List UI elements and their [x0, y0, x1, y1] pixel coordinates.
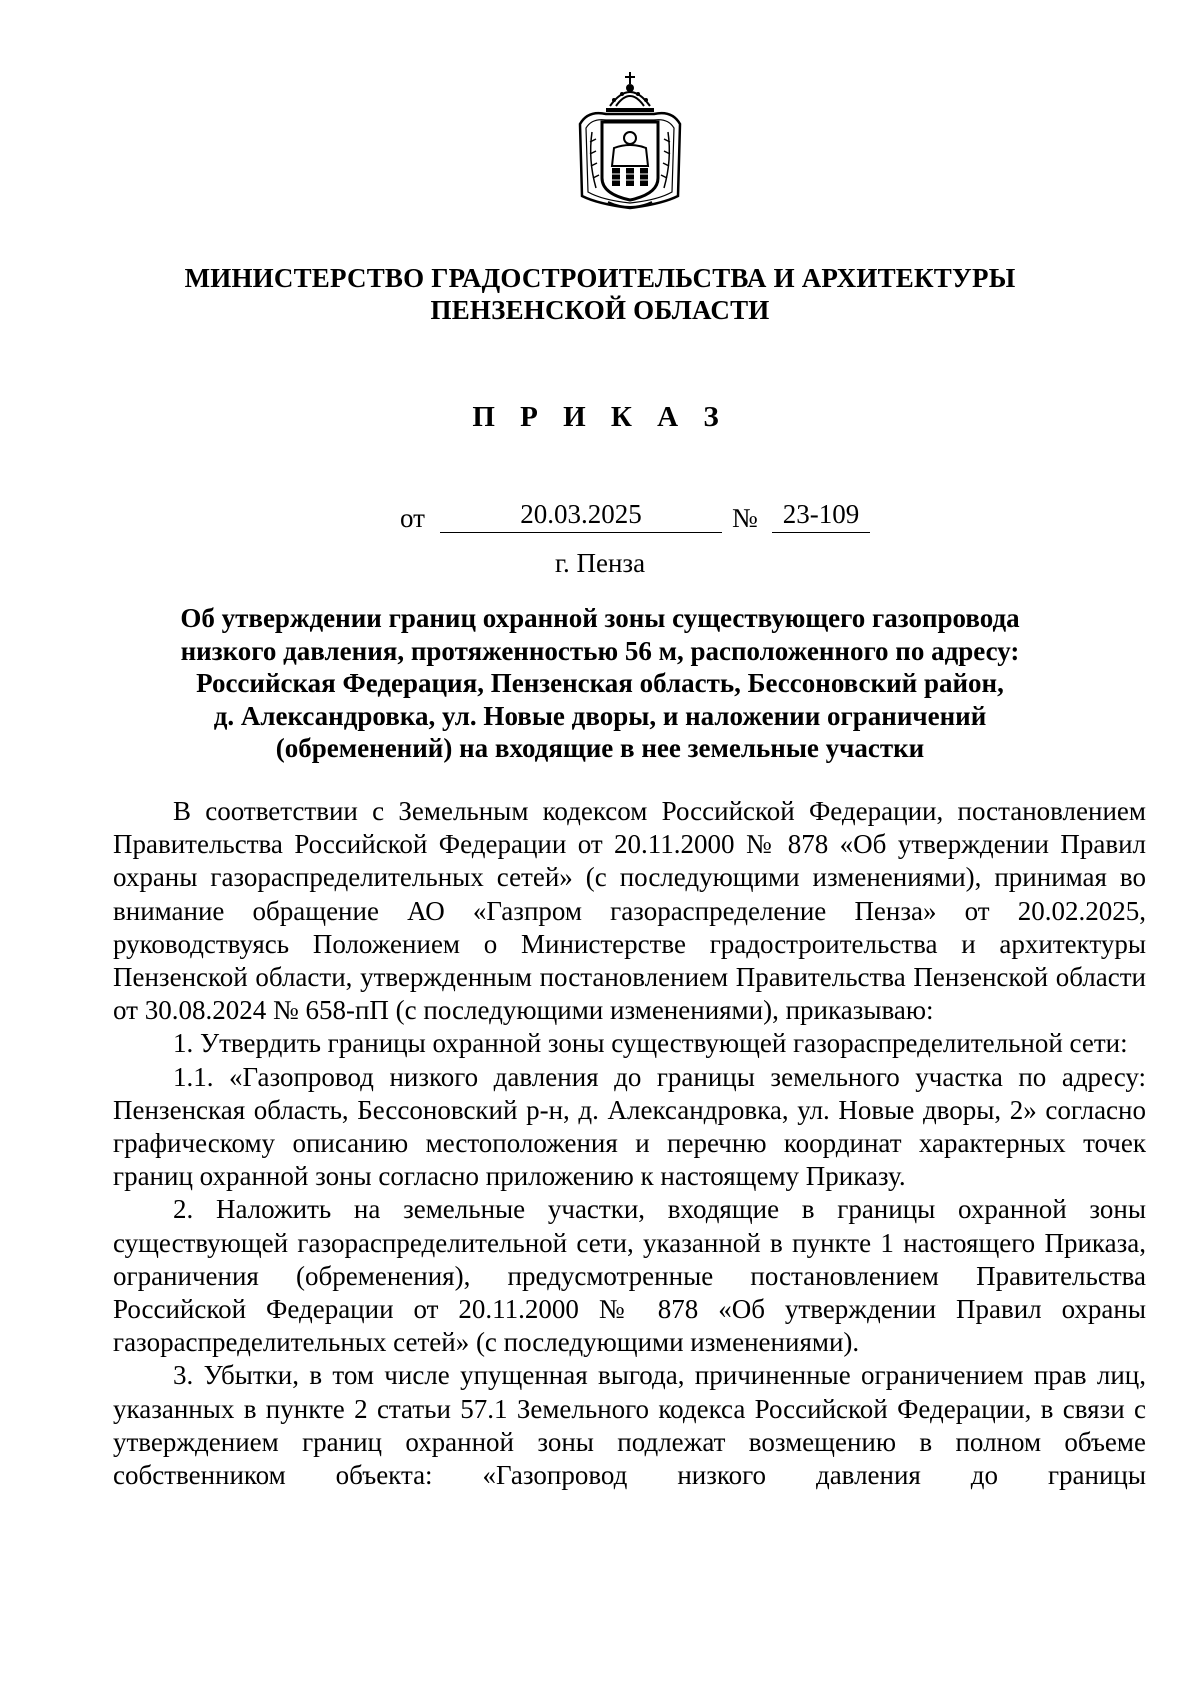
ministry-name-line1: МИНИСТЕРСТВО ГРАДОСТРОИТЕЛЬСТВА И АРХИТЕКТУРЫ [184, 263, 1016, 293]
number-underline [772, 532, 870, 533]
item-2-paragraph: 2. Наложить на земельные участки, входящие в границы охранной зоны существующей газораспределительной сети, указанной в пункте 1 настоящего Приказа, ограничения (обременения), предусмотренные постановлением Правительства Российской Федерации от 20.11.2000 № 878 «Об утверждении Правил охраны газораспределительных сетей» (с последующими изменениями). [113, 1194, 1146, 1358]
date-underline [440, 532, 722, 533]
order-subject [0, 602, 1200, 765]
subject-line: низкого давления, протяженностью 56 м, расположенного по адресу: [180, 635, 1020, 666]
city-name: г. Пенза [554, 548, 646, 578]
item-1-1-paragraph: 1.1. «Газопровод низкого давления до границы земельного участка по адресу: Пензенская область, Бессоновский р-н, д. Александровка, ул. Новые дворы, 2» согласно графическому описанию местоположения и перечню координат характерных точек границ охранной зоны согласно приложению к настоящему Приказу. [113, 1061, 1146, 1192]
date-prefix: от [400, 503, 425, 533]
coat-of-arms-emblem [566, 70, 694, 214]
item-1-paragraph: 1. Утвердить границы охранной зоны существующей газораспределительной сети: [173, 1028, 1128, 1059]
subject-line: Об утверждении границ охранной зоны существующего газопровода [180, 603, 1020, 633]
ministry-name-line2: ПЕНЗЕНСКОЙ ОБЛАСТИ [430, 295, 770, 325]
preamble-paragraph: В соответствии с Земельным кодексом Российской Федерации, постановлением Правительства Российской Федерации от 20.11.2000 № 878 «Об утверждении Правил охраны газораспределительных сетей» (с последующими изменениями), принимая во внимание обращение АО «Газпром газораспределение Пенза» от 20.02.2025, руководствуясь Положением о Министерстве градостроительства и архитектуры Пензенской области, утвержденным постановлением Правительства Пензенской области от 30.08.2024 № 658-пП (с последующими изменениями), приказываю: [113, 796, 1146, 1026]
number-prefix: № [732, 503, 758, 533]
subject-line: Российская Федерация, Пензенская область, Бессоновский район, [196, 668, 1004, 698]
date-number-row [400, 498, 870, 534]
item-3-paragraph: 3. Убытки, в том числе упущенная выгода, причиненные ограничением прав лиц, указанных в пункте 2 статьи 57.1 Земельного кодекса Российской Федерации, в связи с утверждением границ охранной зоны подлежат возмещению в полном объеме собственником объекта: «Газопровод низкого давления до границы [113, 1360, 1146, 1491]
document-type-title: П Р И К А З [472, 401, 728, 433]
order-date: 20.03.2025 [520, 499, 642, 529]
subject-line: д. Александровка, ул. Новые дворы, и наложении ограничений [213, 700, 987, 731]
order-body [113, 795, 1146, 1492]
order-number: 23-109 [782, 499, 860, 529]
subject-line: (обременений) на входящие в нее земельные участки [275, 733, 925, 763]
